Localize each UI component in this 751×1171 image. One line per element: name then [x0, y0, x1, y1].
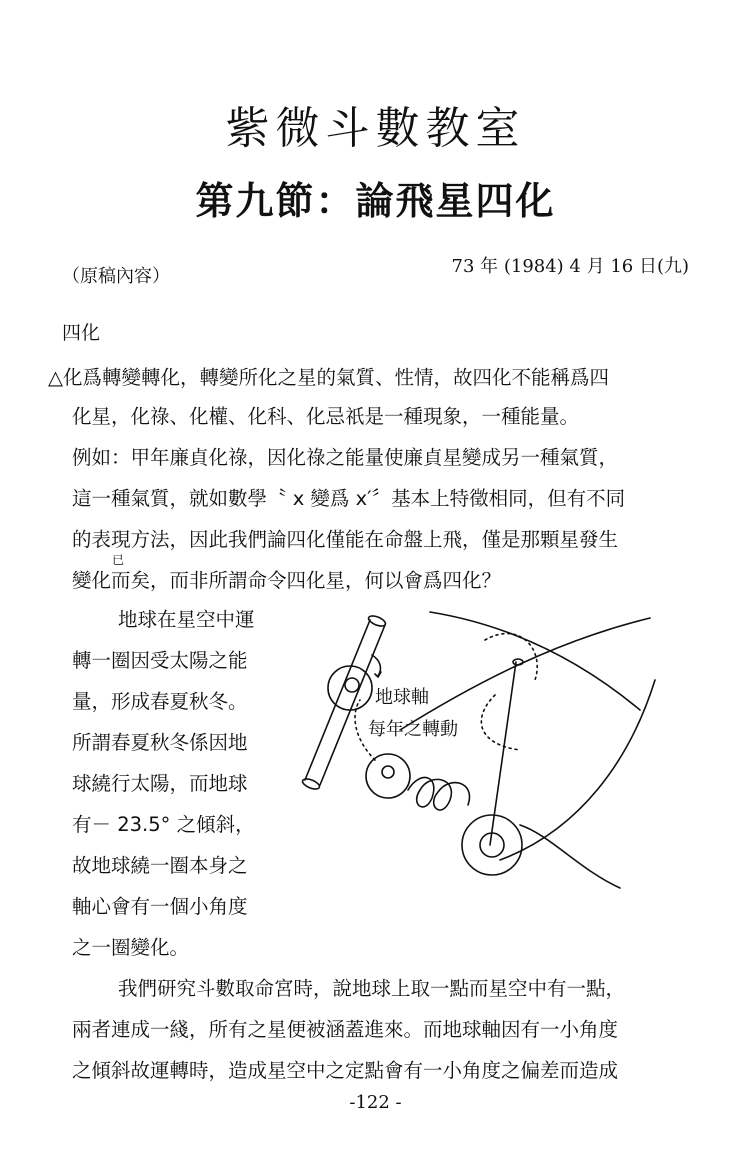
- source-note: （原稿內容）: [62, 266, 170, 287]
- paragraph-1-line-2: 化星，化祿、化權、化科、化忌祇是一種現象，一種能量。: [72, 405, 580, 428]
- paragraph-2-line-3: 量，形成春夏秋冬。: [72, 690, 248, 713]
- date-stamp: 73 年 (1984) 4 月 16 日(九): [451, 256, 689, 277]
- handwritten-correction: 已: [112, 553, 125, 567]
- axis-tube-top: [367, 614, 387, 628]
- paragraph-2-line-2: 轉一圈因受太陽之能: [72, 649, 248, 672]
- pendulum-top: [513, 659, 523, 665]
- earth-lower: [462, 815, 522, 875]
- diagram-label-rotation: 每年之轉動: [368, 719, 458, 740]
- paragraph-3-line-3: 之傾斜故運轉時，造成星空中之定點會有一小角度之偏差而造成: [72, 1059, 619, 1082]
- paragraph-1-line-5: 的表現方法，因此我們論四化僅能在命盤上飛，僅是那顆星發生: [72, 528, 619, 551]
- paragraph-2-line-6: 有－ 23.5° 之傾斜，: [72, 813, 255, 836]
- paragraph-2-line-7: 故地球繞一圈本身之: [72, 854, 248, 877]
- sky-arc-2: [400, 618, 650, 730]
- page-number: -122 -: [349, 1092, 402, 1113]
- earth-axis-diagram: [280, 600, 660, 930]
- paragraph-3-line-1: 我們研究斗數取命宮時，說地球上取一點而星空中有一點，: [118, 977, 626, 1000]
- paragraph-1-line-6: 變化而矣，而非所謂命令四化星，何以會爲四化？: [72, 569, 502, 592]
- lower-orbit-arc: [520, 825, 620, 888]
- earth-upper: [328, 666, 372, 710]
- earth-middle: [366, 754, 410, 798]
- spiral-path: [408, 778, 470, 810]
- paragraph-2-line-5: 球繞行太陽，而地球: [72, 772, 248, 795]
- section-heading: 四化: [62, 322, 101, 344]
- paragraph-2-line-1: 地球在星空中運: [118, 608, 255, 631]
- paragraph-2-line-9: 之一圈變化。: [72, 936, 190, 959]
- dotted-arc-right: [481, 695, 520, 750]
- earth-middle-core: [382, 766, 394, 778]
- axis-tube-bottom: [301, 777, 321, 791]
- sky-arc-3: [500, 680, 655, 860]
- paragraph-1-line-3: 例如：甲年廉貞化祿，因化祿之能量使廉貞星變成另一種氣質，: [72, 446, 619, 469]
- book-title: 紫微斗數教室: [225, 103, 526, 154]
- rotation-arrow: [372, 655, 380, 676]
- paragraph-2-line-4: 所謂春夏秋冬係因地: [72, 731, 248, 754]
- paragraph-3-line-2: 兩者連成一綫，所有之星便被涵蓋進來。而地球軸因有一小角度: [72, 1018, 619, 1041]
- section-title: 第九節：論飛星四化: [195, 179, 556, 223]
- paragraph-1-line-1: △化爲轉變轉化，轉變所化之星的氣質、性情，故四化不能稱爲四: [48, 366, 609, 389]
- paragraph-2-line-8: 軸心會有一個小角度: [72, 895, 248, 918]
- sky-arc-1: [430, 612, 640, 710]
- diagram-label-axis: 地球軸: [375, 687, 429, 708]
- earth-upper-core: [345, 678, 359, 692]
- paragraph-1-line-4: 這一種氣質，就如數學〝 x 變爲 x′〞基本上特徵相同，但有不同: [72, 487, 626, 510]
